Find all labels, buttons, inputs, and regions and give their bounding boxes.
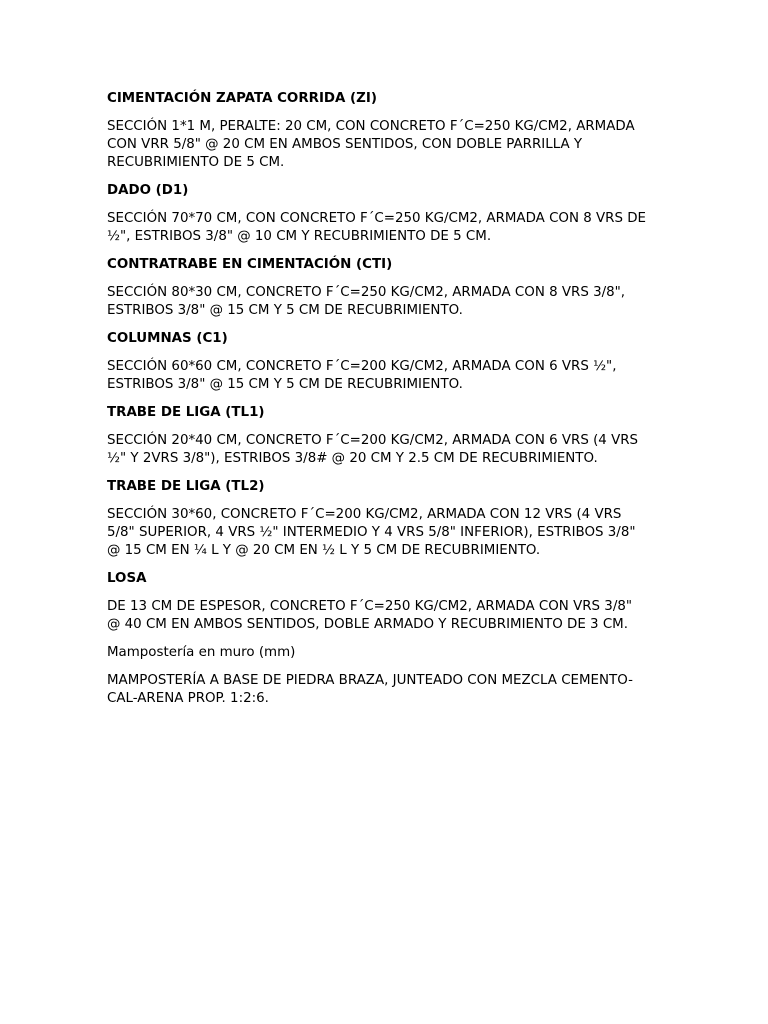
section-heading-zapata-corrida: CIMENTACIÓN ZAPATA CORRIDA (ZI): [107, 91, 377, 106]
text-line: 5/8" SUPERIOR, 4 VRS ½" INTERMEDIO Y 4 VRS 5/8" INFERIOR), ESTRIBOS 3/8": [107, 525, 636, 540]
text-line: CAL-ARENA PROP. 1:2:6.: [107, 691, 269, 706]
section-heading-losa: LOSA: [107, 571, 147, 586]
text-line: SECCIÓN 80*30 CM, CONCRETO F´C=250 KG/CM2, ARMADA CON 8 VRS 3/8",: [107, 285, 626, 300]
section-heading-columnas: COLUMNAS (C1): [107, 331, 228, 346]
section-text-trabe-liga-tl1: [107, 432, 667, 468]
text-line: ESTRIBOS 3/8" @ 15 CM Y 5 CM DE RECUBRIMIENTO.: [107, 377, 463, 392]
masonry-title: Mampostería en muro (mm): [107, 645, 296, 660]
section-heading-trabe-liga-tl2: TRABE DE LIGA (TL2): [107, 479, 265, 494]
section-heading-contratrabe: CONTRATRABE EN CIMENTACIÓN (CTI): [107, 257, 393, 272]
section-text-masonry: [107, 672, 667, 708]
text-line: ESTRIBOS 3/8" @ 15 CM Y 5 CM DE RECUBRIMIENTO.: [107, 303, 463, 318]
section-text-columnas: [107, 358, 667, 394]
section-text-losa: [107, 598, 667, 634]
section-text-trabe-liga-tl2: [107, 506, 667, 560]
section-text-contratrabe: [107, 284, 667, 320]
section-text-zapata-corrida: [107, 118, 667, 172]
text-line: SECCIÓN 70*70 CM, CON CONCRETO F´C=250 KG/CM2, ARMADA CON 8 VRS DE: [107, 211, 647, 226]
text-line: ½", ESTRIBOS 3/8" @ 10 CM Y RECUBRIMIENTO DE 5 CM.: [107, 229, 492, 244]
text-line: ½" Y 2VRS 3/8"), ESTRIBOS 3/8# @ 20 CM Y 2.5 CM DE RECUBRIMIENTO.: [107, 451, 598, 466]
section-heading-trabe-liga-tl1: TRABE DE LIGA (TL1): [107, 405, 265, 420]
document-body: [107, 90, 667, 718]
text-line: SECCIÓN 30*60, CONCRETO F´C=200 KG/CM2, ARMADA CON 12 VRS (4 VRS: [107, 507, 622, 522]
text-line: SECCIÓN 20*40 CM, CONCRETO F´C=200 KG/CM2, ARMADA CON 6 VRS (4 VRS: [107, 433, 639, 448]
text-line: @ 15 CM EN ¼ L Y @ 20 CM EN ½ L Y 5 CM DE RECUBRIMIENTO.: [107, 543, 541, 558]
text-line: @ 40 CM EN AMBOS SENTIDOS, DOBLE ARMADO Y RECUBRIMIENTO DE 3 CM.: [107, 617, 628, 632]
section-heading-dado: DADO (D1): [107, 183, 189, 198]
text-line: RECUBRIMIENTO DE 5 CM.: [107, 155, 285, 170]
text-line: MAMPOSTERÍA A BASE DE PIEDRA BRAZA, JUNTEADO CON MEZCLA CEMENTO-: [107, 673, 633, 688]
text-line: DE 13 CM DE ESPESOR, CONCRETO F´C=250 KG/CM2, ARMADA CON VRS 3/8": [107, 599, 633, 614]
text-line: CON VRR 5/8" @ 20 CM EN AMBOS SENTIDOS, CON DOBLE PARRILLA Y: [107, 137, 583, 152]
text-line: SECCIÓN 1*1 M, PERALTE: 20 CM, CON CONCRETO F´C=250 KG/CM2, ARMADA: [107, 119, 635, 134]
text-line: SECCIÓN 60*60 CM, CONCRETO F´C=200 KG/CM2, ARMADA CON 6 VRS ½",: [107, 359, 617, 374]
section-text-dado: [107, 210, 667, 246]
